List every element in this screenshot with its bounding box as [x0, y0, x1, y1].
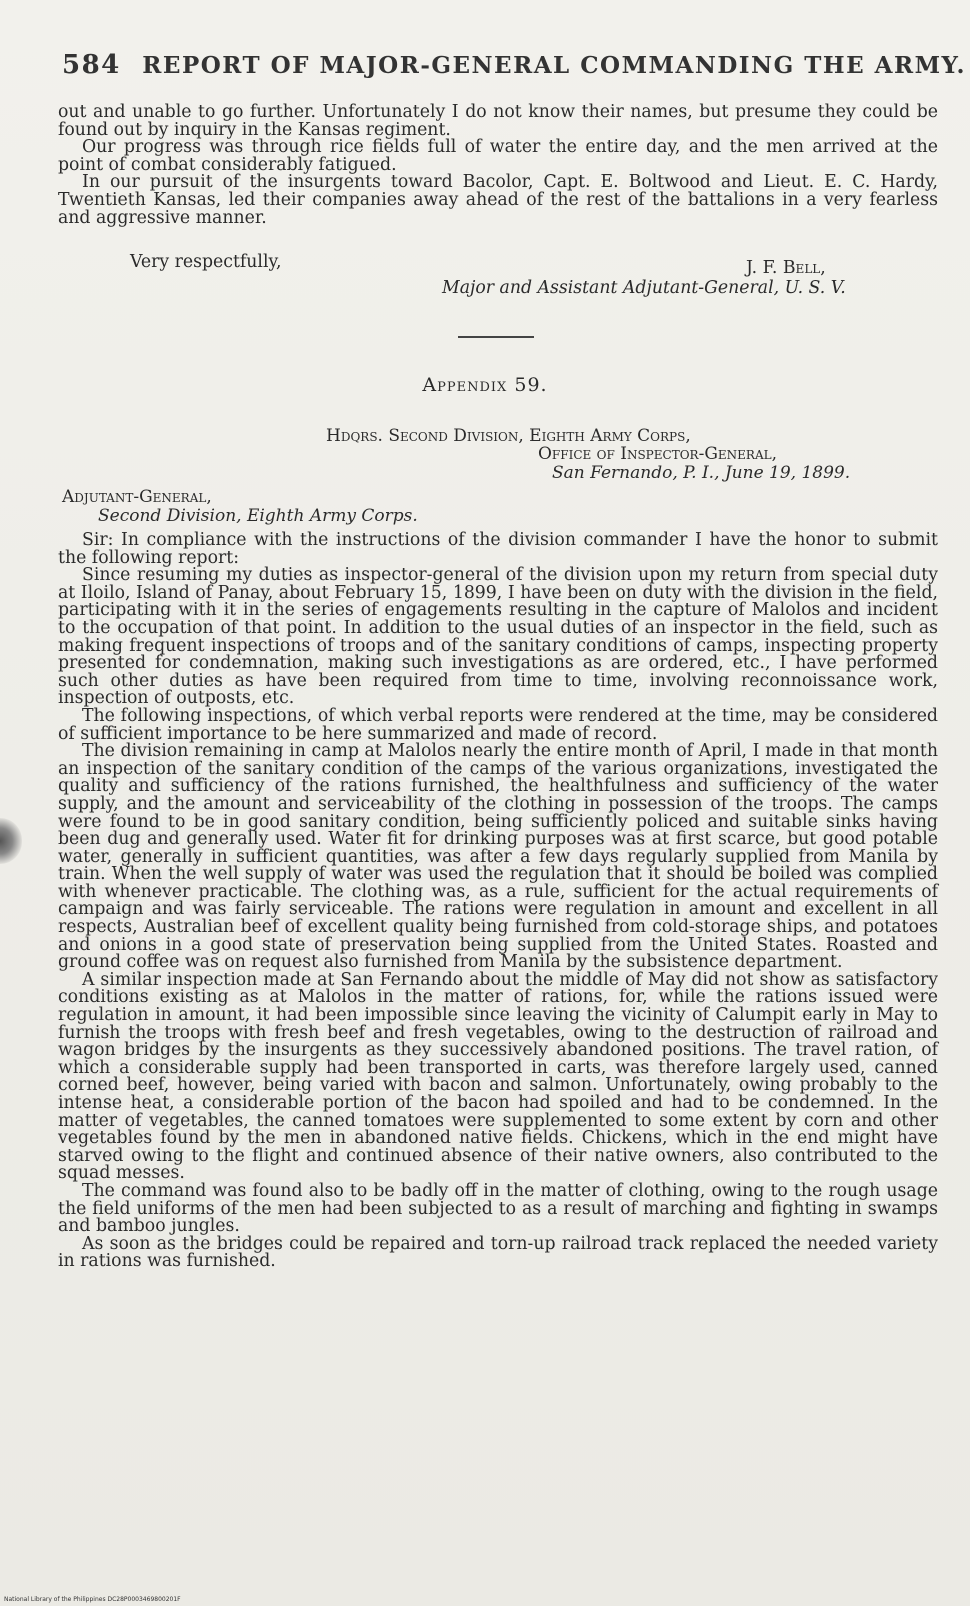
hq-line-3: San Fernando, P. I., June 19, 1899.: [552, 463, 851, 483]
scan-footer: National Library of the Philippines DC28P0003469800201F: [4, 1596, 181, 1603]
paragraph: The following inspections, of which verbal reports were rendered at the time, may be considered of sufficient importance to be here summarized and made of record.: [58, 705, 938, 744]
paragraph: Our progress was through rice fields full of water the entire day, and the men arrived at the point of combat considerably fatigued.: [58, 137, 938, 175]
signer-title: Major and Assistant Adjutant-General, U. S. V.: [442, 278, 846, 298]
hq-line-2: Office of Inspector-General,: [538, 444, 777, 464]
appendix-title: Appendix 59.: [422, 374, 548, 396]
paragraph: The command was found also to be badly off in the matter of clothing, owing to the rough usage the field uniforms of the men had been subjected to as a result of marching and fighting in swamps and bamboo jungles.: [58, 1180, 938, 1237]
signer-name: J. F. Bell,: [746, 258, 826, 278]
running-title: REPORT OF MAJOR-GENERAL COMMANDING THE ARMY.: [142, 52, 966, 79]
section-divider: [458, 336, 534, 338]
paragraph: Since resuming my duties as inspector-general of the division upon my return from special duty at Iloilo, Island of Panay, about February 15, 1899, I have been on duty with the division in the field, participating with it in the series of engagements resulting in the capture of Malolos and incident to the occupation of that point. In addition to the usual duties of an inspector in the field, such as making frequent inspections of troops and of the sanitary conditions of camps, inspecting property presented for condemnation, making such investigations as are ordered, etc., I have performed such other duties as have been required from time to time, involving reconnoissance work, inspection of outposts, etc.: [58, 565, 938, 709]
appendix-body-text: [58, 532, 938, 1271]
scan-thumb-smudge: [0, 818, 22, 864]
paragraph: In our pursuit of the insurgents toward Bacolor, Capt. E. Boltwood and Lieut. E. C. Hardy, Twentieth Kansas, led their companies away ahead of the rest of the battalions in a very fearless and aggressive manner.: [58, 172, 938, 228]
paragraph: Sir: In compliance with the instructions of the division commander I have the honor to submit the following report:: [58, 530, 938, 568]
continued-report-text: [58, 104, 938, 227]
paragraph: As soon as the bridges could be repaired and torn-up railroad track replaced the needed variety in rations was furnished.: [58, 1233, 938, 1272]
paragraph: out and unable to go further. Unfortunately I do not know their names, but presume they could be found out by inquiry in the Kansas regiment.: [58, 102, 938, 140]
running-header: [62, 50, 966, 80]
addressee-line-2: Second Division, Eighth Army Corps.: [98, 506, 418, 526]
paragraph: The division remaining in camp at Malolos nearly the entire month of April, I made in that month an inspection of the sanitary condition of the camps of the various organizations, investigated the quality and sufficiency of the rations furnished, the healthfulness and sufficiency of the water supply, and the amount and serviceability of the clothing in possession of the troops. The camps were found to be in good sanitary condition, being sufficiently policed and suitable sinks having been dug and generally used. Water fit for drinking purposes was at first scarce, but good potable water, generally in sufficient quantities, was after a few days regularly supplied from Manila by train. When the well supply of water was used the regulation that it should be boiled was complied with whenever practicable. The clothing was, as a rule, sufficient for the actual requirements of campaign and was fairly serviceable. The rations were regulation in amount and excellent in all respects, Australian beef of excellent quality being furnished from cold-storage ships, and potatoes and onions in a good state of preservation being supplied from the United States. Roasted and ground coffee was on request also furnished from Manila by the subsistence department.: [58, 741, 938, 973]
salutation: Very respectfully,: [130, 252, 282, 272]
hq-line-1: Hdqrs. Second Division, Eighth Army Corps,: [326, 426, 691, 446]
addressee-line-1: Adjutant-General,: [62, 487, 212, 507]
paragraph: A similar inspection made at San Fernando about the middle of May did not show as satisfactory conditions existing as at Malolos in the matter of rations, for, while the rations issued were regulation in amount, it had been impossible since leaving the vicinity of Calumpit early in May to furnish the troops with fresh beef and fresh vegetables, owing to the destruction of railroad and wagon bridges by the insurgents as they successively abandoned positions. The travel ration, of which a considerable supply had been transported in carts, was therefore largely used, canned corned beef, however, being varied with bacon and salmon. Unfortunately, owing probably to the intense heat, a considerable portion of the bacon had spoiled and had to be condemned. In the matter of vegetables, the canned tomatoes were supplemented to some extent by corn and other vegetables found by the men in abandoned native fields. Chickens, which in the end might have starved owing to the flight and continued absence of their native owners, also contributed to the squad messes.: [58, 969, 938, 1184]
page-number: 584: [62, 50, 121, 80]
